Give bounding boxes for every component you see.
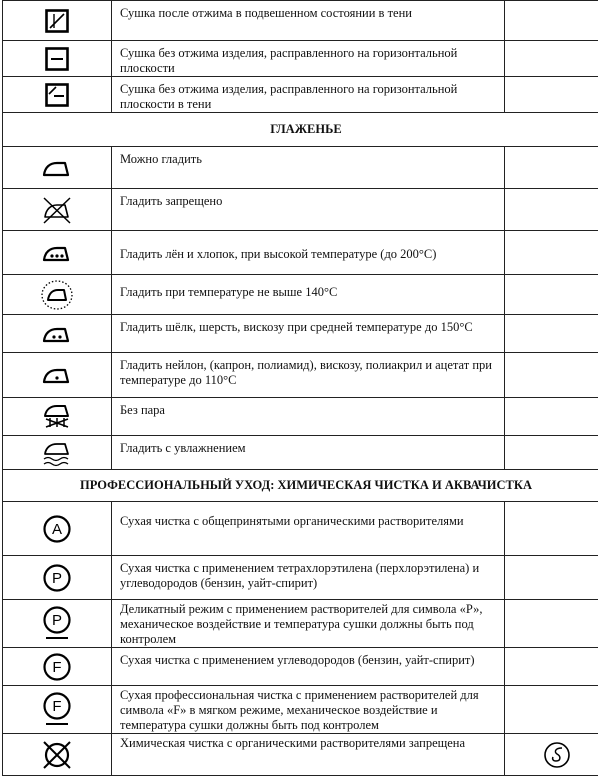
table-row [3, 77, 598, 113]
circle-swirl-icon [542, 740, 572, 770]
circle-letter-f-icon [42, 652, 72, 682]
iron-two-dots-icon [41, 323, 73, 345]
symbol-cell [3, 1, 112, 41]
symbol-cell [3, 189, 112, 231]
symbol-letter: F [52, 658, 62, 676]
square-horizontal-line-shade-icon [45, 83, 69, 107]
section-header-row [3, 113, 598, 147]
table-row [3, 648, 598, 686]
iron-one-dot-icon [41, 364, 73, 386]
blank-cell [505, 556, 598, 600]
blank-cell [505, 398, 598, 436]
iron-no-steam-icon [40, 401, 74, 433]
iron-crossed-icon [40, 195, 74, 225]
iron-dotted-circle-icon [40, 279, 74, 311]
description-cell: Сухая чистка с применением тетрахлорэтилена (перхлорэтилена) и углеводородов (бензин, уайт-спирит) [112, 556, 505, 600]
description-cell: Химическая чистка с органическими растворителями запрещена [112, 734, 505, 776]
table-row [3, 189, 598, 231]
blank-cell [505, 353, 598, 398]
iron-icon [41, 157, 73, 179]
description-cell: Деликатный режим с применением растворителей для символа «Р», механическое воздействие и температура сушки должны быть под контролем [112, 600, 505, 648]
table-row [3, 353, 598, 398]
table-row [3, 41, 598, 77]
symbol-cell [3, 147, 112, 189]
blank-cell [505, 231, 598, 275]
symbol-cell [3, 398, 112, 436]
symbol-cell [3, 436, 112, 470]
square-diagonal-vertical-icon [45, 9, 69, 33]
description-cell: Сухая чистка с общепринятыми органическими растворителями [112, 502, 505, 556]
section-title: ПРОФЕССИОНАЛЬНЫЙ УХОД: ХИМИЧЕСКАЯ ЧИСТКА И АКВАЧИСТКА [3, 470, 598, 502]
blank-cell [505, 147, 598, 189]
symbol-cell [3, 353, 112, 398]
description-cell: Гладить шёлк, шерсть, вискозу при средней температуре до 150°С [112, 315, 505, 353]
description-cell: Гладить с увлажнением [112, 436, 505, 470]
symbol-cell [3, 231, 112, 275]
circle-letter-p-underline-icon [42, 606, 72, 642]
table-row [3, 686, 598, 734]
circle-letter-a-icon [42, 514, 72, 544]
description-cell: Гладить запрещено [112, 189, 505, 231]
table-row [3, 398, 598, 436]
symbol-cell [3, 41, 112, 77]
description-cell: Сушка без отжима изделия, расправленного на горизонтальной плоскости в тени [112, 77, 505, 113]
symbol-cell [3, 600, 112, 648]
description-cell: Можно гладить [112, 147, 505, 189]
square-horizontal-line-icon [45, 47, 69, 71]
description-cell: Сухая чистка с применением углеводородов (бензин, уайт-спирит) [112, 648, 505, 686]
description-cell: Без пара [112, 398, 505, 436]
blank-cell [505, 648, 598, 686]
blank-cell [505, 600, 598, 648]
description-cell: Сухая профессиональная чистка с применением растворителей для символа «F» в мягком режиме, механическое воздействие и температура сушки должны быть под контролем [112, 686, 505, 734]
blank-cell [505, 436, 598, 470]
table-row [3, 734, 598, 776]
description-cell: Сушка после отжима в подвешенном состоянии в тени [112, 1, 505, 41]
blank-cell [505, 686, 598, 734]
table-row [3, 556, 598, 600]
table-row [3, 502, 598, 556]
circle-letter-p-icon [42, 563, 72, 593]
blank-cell [505, 1, 598, 41]
symbol-cell [3, 275, 112, 315]
blank-cell [505, 275, 598, 315]
symbol-cell [3, 77, 112, 113]
blank-cell [505, 77, 598, 113]
table-row [3, 147, 598, 189]
care-symbols-table [2, 0, 598, 776]
table-row [3, 1, 598, 41]
symbol-cell [3, 315, 112, 353]
iron-steam-icon [40, 438, 74, 468]
description-cell: Гладить при температуре не выше 140°С [112, 275, 505, 315]
blank-cell [505, 315, 598, 353]
symbol-letter: P [51, 611, 63, 629]
symbol-cell [3, 686, 112, 734]
blank-cell [505, 189, 598, 231]
table-row [3, 600, 598, 648]
symbol-letter: A [51, 520, 63, 538]
symbol-cell [3, 502, 112, 556]
blank-cell [505, 734, 598, 776]
symbol-cell [3, 648, 112, 686]
symbol-letter: P [51, 569, 63, 587]
description-cell: Гладить лён и хлопок, при высокой температуре (до 200°С) [112, 231, 505, 275]
description-cell: Сушка без отжима изделия, расправленного на горизонтальной плоскости [112, 41, 505, 77]
circle-letter-f-underline-icon [42, 692, 72, 728]
table-row [3, 436, 598, 470]
blank-cell [505, 41, 598, 77]
description-cell: Гладить нейлон, (капрон, полиамид), вискозу, полиакрил и ацетат при температуре до 110°С [112, 353, 505, 398]
symbol-letter: F [52, 697, 62, 715]
iron-three-dots-icon [41, 242, 73, 264]
blank-cell [505, 502, 598, 556]
symbol-cell [3, 556, 112, 600]
circle-crossed-icon [40, 739, 74, 771]
table-row [3, 315, 598, 353]
table-row [3, 275, 598, 315]
symbol-cell [3, 734, 112, 776]
section-title: ГЛАЖЕНЬЕ [3, 113, 598, 147]
section-header-row [3, 470, 598, 502]
table-row [3, 231, 598, 275]
